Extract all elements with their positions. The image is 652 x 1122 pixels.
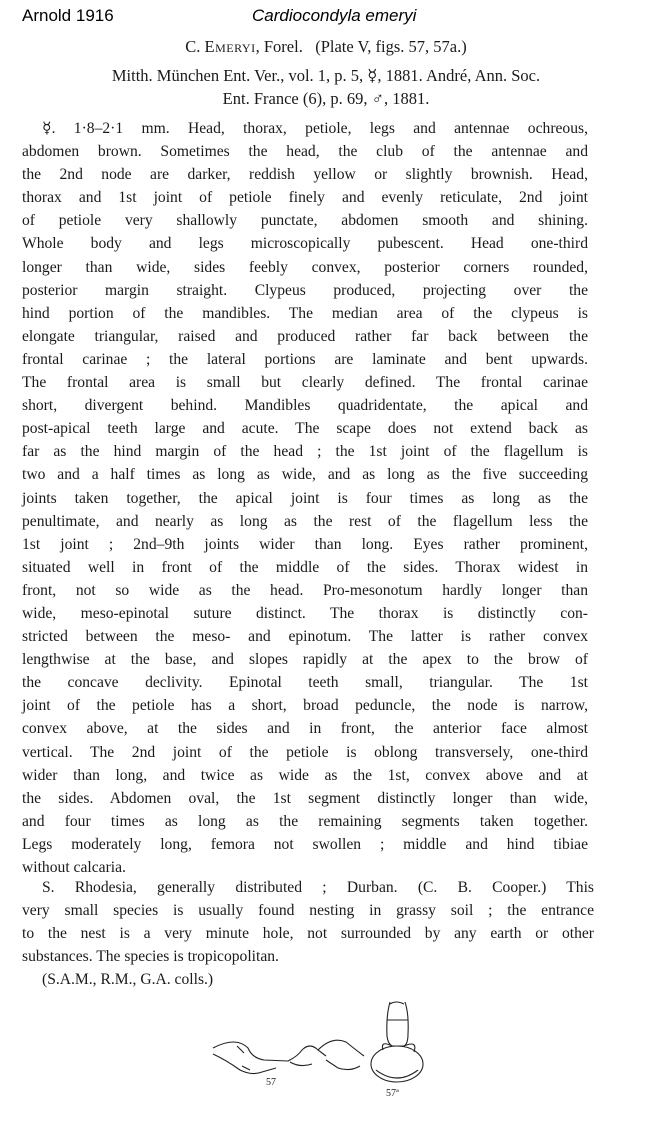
collections-line: (S.A.M., R.M., G.A. colls.) <box>42 971 214 989</box>
description-line: posterior margin straight. Clypeus produced, projecting over the <box>22 281 588 299</box>
description-line: situated well in front of the middle of the sides. Thorax widest in <box>22 558 588 576</box>
figure-57a-label: 57ª <box>386 1088 399 1099</box>
description-line: penultimate, and nearly as long as the rest of the flagellum less the <box>22 512 588 530</box>
description-line: far as the hind margin of the head ; the 1st joint of the flagellum is <box>22 443 588 461</box>
header-taxon: Cardiocondyla emeryi <box>252 6 417 25</box>
description-line: convex above, at the sides and in front, the anterior face almost <box>22 720 588 738</box>
description-line: wide, meso-epinotal suture distinct. The thorax is distinctly con- <box>22 604 588 622</box>
description-line: ☿. 1·8–2·1 mm. Head, thorax, petiole, legs and antennae ochreous, <box>42 120 588 137</box>
distribution-line: to the nest is a very minute hole, not surrounded by any earth or other <box>22 925 594 943</box>
description-line: without calcaria. <box>22 859 126 876</box>
reference-line: Ent. France (6), p. 69, ♂, 1881. <box>222 89 430 108</box>
genus-abbrev: C. <box>185 37 201 56</box>
description-line: abdomen brown. Sometimes the head, the club of the antennae and <box>22 143 588 161</box>
description-line: front, not so wide as the head. Pro-mesonotum hardly longer than <box>22 581 588 599</box>
description-line: the concave declivity. Epinotal teeth small, triangular. The 1st <box>22 674 588 692</box>
description-line: hind portion of the mandibles. The median area of the clypeus is <box>22 304 588 322</box>
header-author-year: Arnold 1916 <box>22 6 114 25</box>
description-line: post-apical teeth large and acute. The scape does not extend back as <box>22 420 588 438</box>
description-line: the 2nd node are darker, reddish yellow or slightly brownish. Head, <box>22 166 588 184</box>
description-line: short, divergent behind. Mandibles quadridentate, the apical and <box>22 397 588 415</box>
description-line: elongate triangular, raised and produced rather far back between the <box>22 327 588 345</box>
description-line: 1st joint ; 2nd–9th joints wider than long. Eyes rather prominent, <box>22 535 588 553</box>
description-line: of petiole very shallowly punctate, abdomen smooth and shining. <box>22 212 588 230</box>
distribution-line: very small species is usually found nesting in grassy soil ; the entrance <box>22 902 594 920</box>
distribution-line: S. Rhodesia, generally distributed ; Durban. (C. B. Cooper.) This <box>42 879 594 896</box>
figure-57-label: 57 <box>266 1077 276 1088</box>
description-line: the sides. Abdomen oval, the 1st segment distinctly longer than wide, <box>22 789 588 807</box>
description-line: joints taken together, the apical joint is four times as long as the <box>22 489 588 507</box>
distribution-line: substances. The species is tropicopolitan. <box>22 948 279 966</box>
description-line: joint of the petiole has a short, broad peduncle, the node is narrow, <box>22 697 588 715</box>
description-line: stricted between the meso- and epinotum. The latter is rather convex <box>22 628 588 646</box>
fig-57-petiole-lateral <box>213 1040 364 1073</box>
plate-reference: (Plate V, figs. 57, 57a.) <box>315 37 467 56</box>
description-line: thorax and 1st joint of petiole finely and evenly reticulate, 2nd joint <box>22 189 588 207</box>
description-line: and four times as long as the remaining segments taken together. <box>22 812 588 830</box>
species-name: Emeryi <box>204 37 256 56</box>
description-line: vertical. The 2nd joint of the petiole is oblong transversely, one-third <box>22 743 588 761</box>
reference-line: Mitth. München Ent. Ver., vol. 1, p. 5, ☿, 1881. André, Ann. Soc. <box>111 66 541 85</box>
description-line: two and a half times as long as wide, and as long as the five succeeding <box>22 466 588 484</box>
description-line: The frontal area is small but clearly defined. The frontal carinae <box>22 374 588 392</box>
description-line: lengthwise at the base, and slopes rapidly at the apex to the brow of <box>22 651 588 669</box>
description-line: longer than wide, sides feebly convex, posterior corners rounded, <box>22 258 588 276</box>
fig-57a-petiole-dorsal <box>371 1002 423 1082</box>
description-line: Whole body and legs microscopically pubescent. Head one-third <box>22 235 588 253</box>
description-line: Legs moderately long, femora not swollen ; middle and hind tibiae <box>22 835 588 853</box>
description-line: wider than long, and twice as wide as the 1st, convex above and at <box>22 766 588 784</box>
species-author: , Forel. <box>255 37 303 56</box>
description-line: frontal carinae ; the lateral portions are laminate and bent upwards. <box>22 350 588 368</box>
